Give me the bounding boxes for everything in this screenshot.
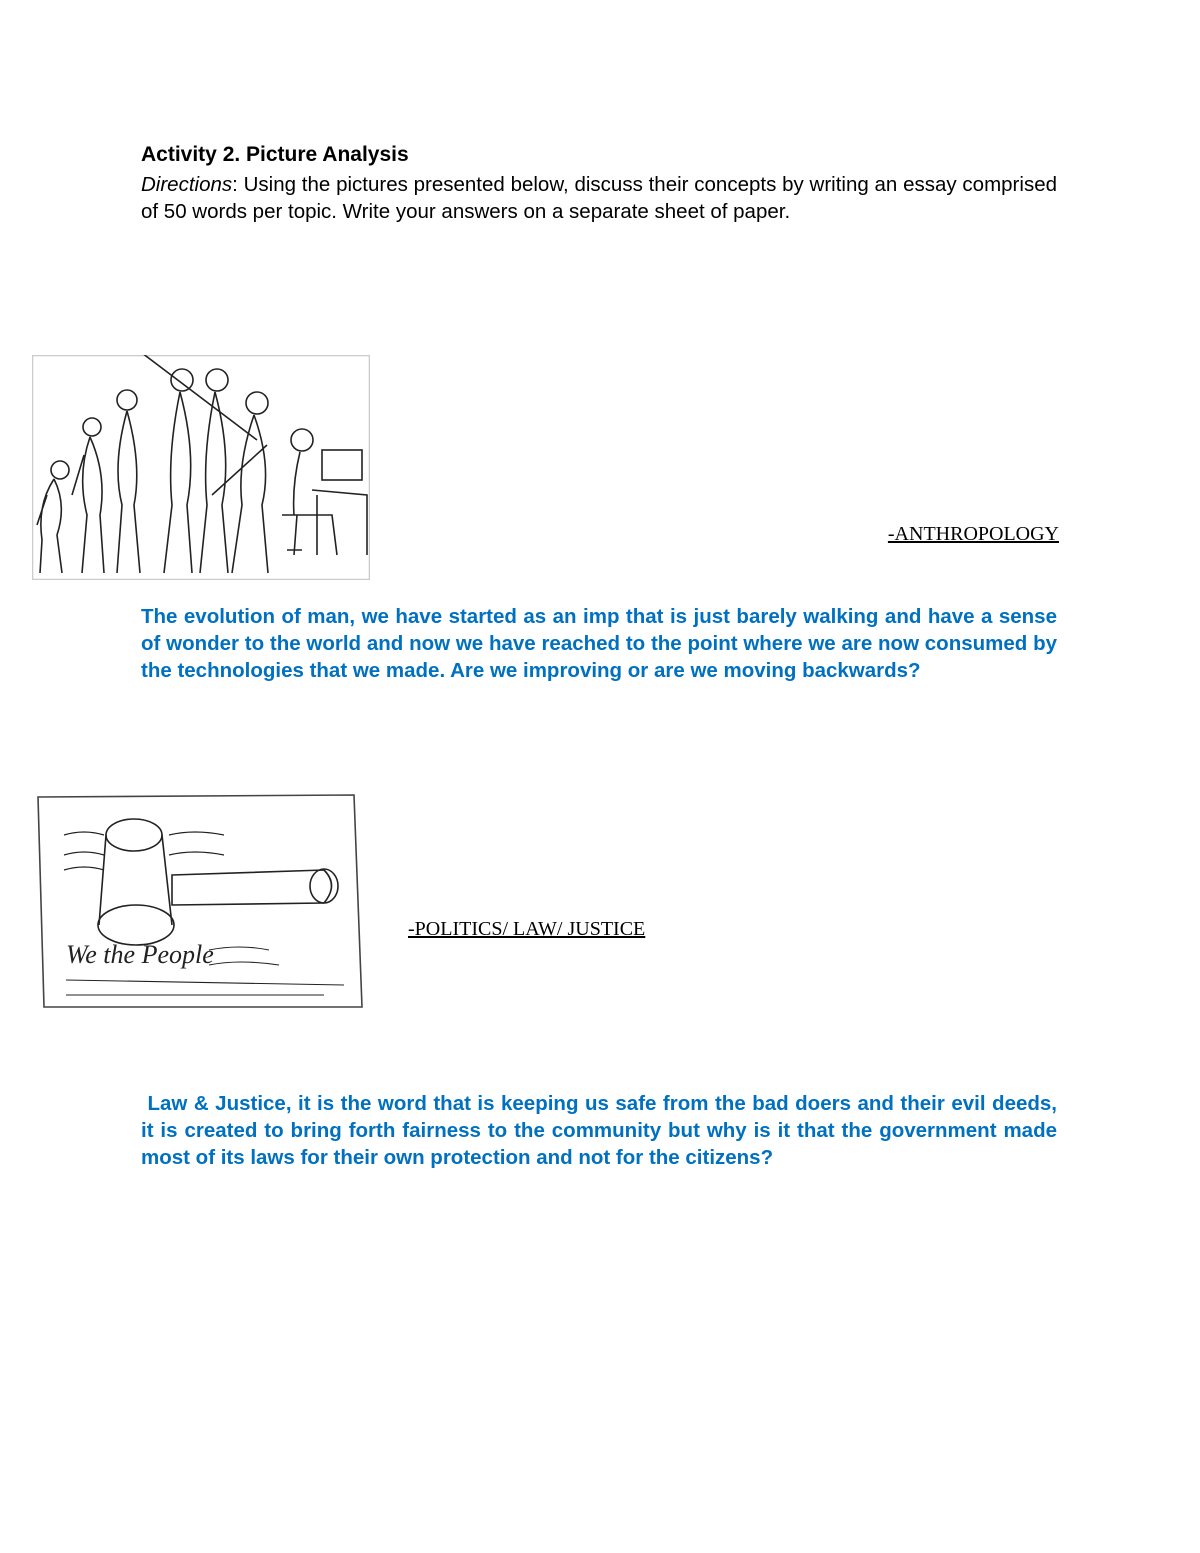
directions xyxy=(141,171,1057,225)
we-the-people-lettering: We the People xyxy=(66,940,214,969)
topic-label-anthropology: -ANTHROPOLOGY xyxy=(887,523,1059,545)
topic-label-politics-law-justice: -POLITICS/ LAW/ JUSTICE xyxy=(408,918,646,940)
gavel-image xyxy=(24,785,367,1025)
activity-title: Activity 2. Picture Analysis xyxy=(141,143,409,166)
answer-anthropology: The evolution of man, we have started as an imp that is just barely walking and have a sense of wonder to the world and now we have reached to the point where we are now consumed by the technologies that we made. Are we improving or are we moving backwards? xyxy=(141,605,1057,682)
directions-label: Directions xyxy=(141,173,233,196)
directions-text: : Using the pictures presented below, discuss their concepts by writing an essay comprised of 50 words per topic. Write your answers on a separate sheet of paper. xyxy=(141,173,1057,223)
evolution-of-man-image xyxy=(32,355,370,580)
figure-ape xyxy=(37,461,69,573)
answer-politics-law-justice: Law & Justice, it is the word that is keeping us safe from the bad doers and their evil deeds, it is created to bring forth fairness to the community but why is it that the government made most of its laws for their own protection and not for the citizens? xyxy=(141,1092,1063,1169)
